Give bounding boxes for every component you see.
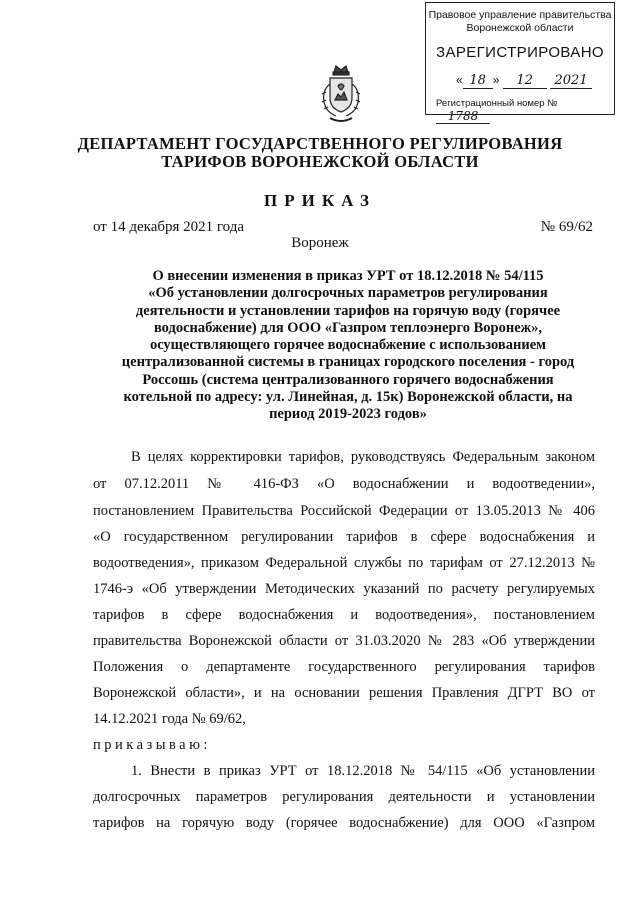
body-line: «О государственном регулировании тарифов в сфере водоснабжения и [93,529,595,545]
stamp-date-year: 2021 [550,73,592,89]
order-subject [118,268,578,424]
stamp-reg-number-label: Регистрационный номер № [436,98,558,109]
stamp-status: ЗАРЕГИСТРИРОВАНО [435,44,605,61]
body-line: тарифов в сфере водоснабжения и водоотведения», постановлением [93,607,595,623]
body-line: правительства Воронежской области от 31.03.2020 № 283 «Об утверждении [93,633,595,649]
document-type: ПРИКАЗ [264,191,376,210]
stamp-org-line2: Воронежской области [466,22,574,34]
subject-line: котельной по адресу: ул. Линейная, д. 15к) Воронежской области, на [123,389,573,406]
stamp-org-line1: Правовое управление правительства [428,9,612,21]
subject-line: деятельности и установлении тарифов на горячую воду (горячее [135,302,561,319]
body-line: 1746-э «Об утверждении Методических указаний по расчету регулируемых [93,581,595,597]
subject-line: централизованной системы в границах городского поселения - город [121,354,575,371]
department-title-line1: ДЕПАРТАМЕНТ ГОСУДАРСТВЕННОГО РЕГУЛИРОВАНИЯ [77,134,563,153]
department-title-line2: ТАРИФОВ ВОРОНЕЖСКОЙ ОБЛАСТИ [161,152,479,171]
order-city: Воронеж [291,235,349,251]
stamp-reg-number: 1788 [436,109,490,124]
body-line: 14.12.2021 года № 69/62, [93,711,246,727]
subject-line: водоснабжение) для ООО «Газпром теплоэнерго Воронеж», [153,319,543,336]
subject-line: О внесении изменения в приказ УРТ от 18.12.2018 № 54/115 [152,268,544,284]
subject-line: период 2019-2023 годов» [269,406,427,423]
stamp-reg-number-row [436,98,614,124]
body-line: В целях корректировки тарифов, руководствуясь Федеральным законом [131,449,595,465]
registration-stamp [425,2,615,123]
item1-line: 1. Внести в приказ УРТ от 18.12.2018 № 54/115 «Об установлении [131,763,595,779]
body-line: от 07.12.2011 № 416-ФЗ «О водоснабжении и водоотведении», [93,476,595,492]
order-word: приказываю: [93,737,211,753]
stamp-date-month: 12 [503,73,547,89]
body-line: Положения о департаменте государственного регулирования тарифов [93,659,595,675]
body-line: Воронежской области», и на основании решения Правления ДГРТ ВО от [93,685,595,701]
item1-line: тарифов на горячую воду (горячее водоснабжение) для ООО «Газпром [93,815,595,831]
stamp-date-day: 18 [463,73,493,89]
order-date: от 14 декабря 2021 года [93,219,245,235]
stamp-date: « 18 » 12 2021 [456,73,592,89]
body-line: постановлением Правительства Российской Федерации от 13.05.2013 № 406 [93,503,595,519]
order-number: № 69/62 [540,219,593,235]
subject-line: Россошь (система централизованного горячего водоснабжения [142,371,554,388]
subject-line: «Об установлении долгосрочных параметров регулирования [148,285,548,302]
subject-line: осуществляющего горячее водоснабжение с использованием [149,337,547,354]
item1-line: долгосрочных параметров регулирования деятельности и установлении [93,789,595,805]
body-line: водоотведения», приказом Федеральной службы по тарифам от 27.12.2013 № [93,555,595,571]
voronezh-coat-of-arms-icon [316,64,366,126]
